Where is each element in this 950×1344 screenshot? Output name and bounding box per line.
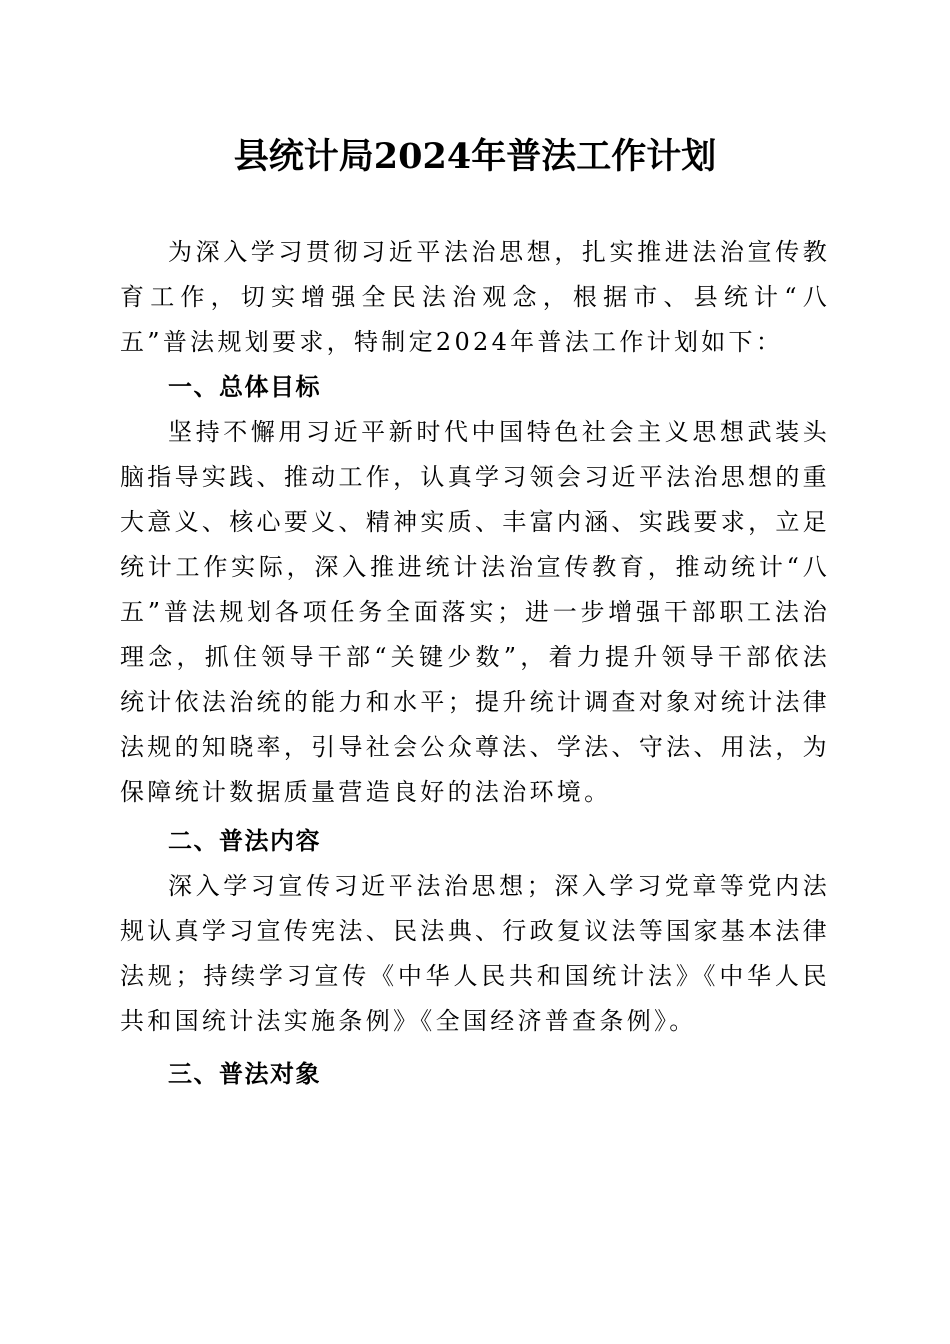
section-paragraph-goals: 坚持不懈用习近平新时代中国特色社会主义思想武装头脑指导实践、推动工作，认真学习领会习近平法治思想的重大意义、核心要义、精神实质、丰富内涵、实践要求，立足统计工作实际，深入推进统计法治宣传教育，推动统计“八五”普法规划各项任务全面落实；进一步增强干部职工法治理念，抓住领导干部“关键少数”，着力提升领导干部依法统计依法治统的能力和水平；提升统计调查对象对统计法律法规的知晓率，引导社会公众尊法、学法、守法、用法，为保障统计数据质量营造良好的法治环境。	[120, 418, 830, 806]
section-heading-content: 二、普法内容	[168, 827, 321, 855]
intro-paragraph: 为深入学习贯彻习近平法治思想，扎实推进法治宣传教育工作，切实增强全民法治观念，根据市、县统计“八五”普法规划要求，特制定2024年普法工作计划如下：	[120, 238, 830, 356]
document-body	[120, 230, 830, 1097]
section-heading-audience: 三、普法对象	[168, 1060, 321, 1088]
section-heading-goals: 一、总体目标	[168, 373, 321, 401]
section-paragraph-content: 深入学习宣传习近平法治思想；深入学习党章等党内法规认真学习宣传宪法、民法典、行政复议法等国家基本法律法规；持续学习宣传《中华人民共和国统计法》《中华人民共和国统计法实施条例》《全国经济普查条例》。	[120, 872, 830, 1035]
document-title: 县统计局2024年普法工作计划	[233, 136, 717, 177]
